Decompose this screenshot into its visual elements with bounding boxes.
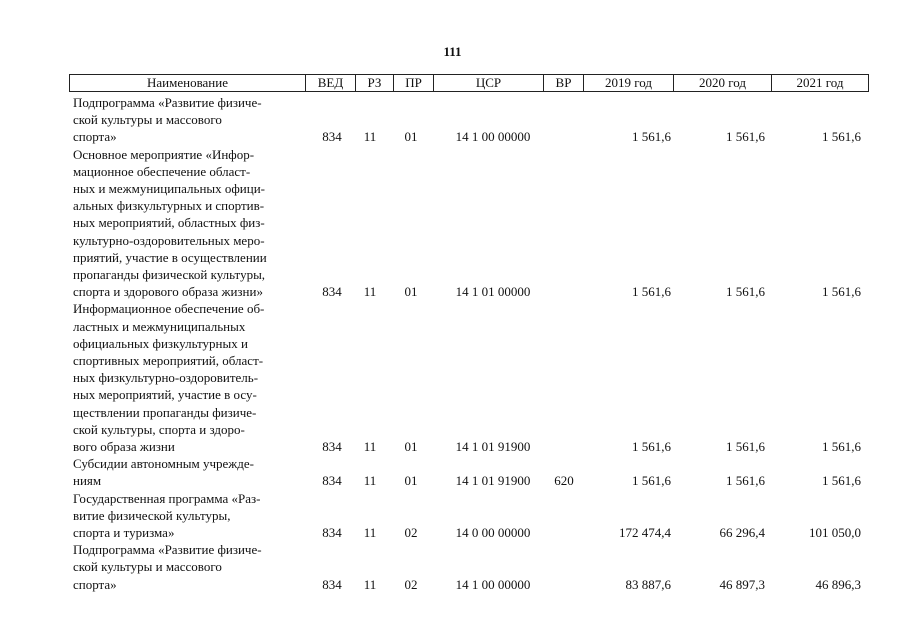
cell-pr: 01 [404, 284, 418, 300]
cell-pr: 01 [404, 129, 418, 145]
cell-2021: 1 561,6 [822, 438, 861, 454]
cell-2019: 83 887,6 [625, 576, 671, 592]
row-name: Основное мероприятие «Инфор- мационное обеспечение област- ных и межмуниципальных офици- альных физкультурных и спортив- ных мероприятий, областных физ- культурно-оздоровительных меро- приятий, участие в осуществлении пропаганды физической культуры, спорта и здорового образа жизни» [73, 146, 267, 300]
cell-ved: 834 [322, 524, 342, 540]
table-header [69, 74, 869, 92]
cell-ved: 834 [322, 473, 342, 489]
cell-rz: 11 [363, 284, 377, 300]
cell-csr: 14 0 00 00000 [455, 524, 531, 540]
cell-ved: 834 [322, 576, 342, 592]
cell-rz: 11 [363, 129, 377, 145]
cell-2021: 1 561,6 [822, 473, 861, 489]
header-csr: ЦСР [434, 75, 544, 91]
cell-2020: 46 897,3 [719, 576, 765, 592]
row-name: Субсидии автономным учрежде- ниям [73, 456, 254, 489]
cell-2019: 1 561,6 [632, 284, 671, 300]
header-ved: ВЕД [306, 75, 356, 91]
cell-ved: 834 [322, 284, 342, 300]
cell-csr: 14 1 01 00000 [455, 284, 531, 300]
header-name: Наименование [70, 75, 306, 91]
cell-csr: 14 1 00 00000 [455, 129, 531, 145]
cell-2019: 1 561,6 [632, 438, 671, 454]
header-2021: 2021 год [796, 75, 844, 90]
cell-2019: 1 561,6 [632, 129, 671, 145]
cell-2019: 172 474,4 [619, 524, 671, 540]
cell-csr: 14 1 00 00000 [455, 576, 531, 592]
header-rz: РЗ [356, 75, 394, 91]
cell-2021: 46 896,3 [815, 576, 861, 592]
cell-rz: 11 [363, 473, 377, 489]
page-number: 111 [443, 44, 462, 59]
row-name: Подпрограмма «Развитие физиче- ской культуры и массового спорта» [73, 542, 262, 592]
cell-pr: 01 [404, 473, 418, 489]
cell-ved: 834 [322, 438, 342, 454]
cell-pr: 02 [404, 576, 418, 592]
header-2019: 2019 год [584, 75, 674, 91]
cell-2020: 1 561,6 [726, 438, 765, 454]
row-name: Государственная программа «Раз- витие физической культуры, спорта и туризма» [73, 490, 261, 540]
header-vr: ВР [544, 75, 584, 91]
cell-pr: 01 [404, 438, 418, 454]
cell-2019: 1 561,6 [632, 473, 671, 489]
cell-2020: 66 296,4 [719, 524, 765, 540]
cell-csr: 14 1 01 91900 [455, 438, 531, 454]
cell-vr: 620 [554, 473, 574, 489]
cell-csr: 14 1 01 91900 [455, 473, 531, 489]
cell-2020: 1 561,6 [726, 284, 765, 300]
cell-rz: 11 [363, 438, 377, 454]
cell-pr: 02 [404, 524, 418, 540]
cell-2020: 1 561,6 [726, 129, 765, 145]
header-pr: ПР [394, 75, 434, 91]
cell-2021: 1 561,6 [822, 284, 861, 300]
cell-rz: 11 [363, 576, 377, 592]
header-2020: 2020 год [674, 75, 772, 91]
cell-2020: 1 561,6 [726, 473, 765, 489]
cell-2021: 101 050,0 [809, 524, 861, 540]
cell-ved: 834 [322, 129, 342, 145]
cell-2021: 1 561,6 [822, 129, 861, 145]
cell-rz: 11 [363, 524, 377, 540]
row-name: Информационное обеспечение об- ластных и межмуниципальных официальных физкультурных и спортивных мероприятий, област- ных физкультурно-оздоровитель- ных мероприятий, участие в осу- ществлении пропаганды физиче- ской культуры, спорта и здоро- вого образа жизни [73, 301, 265, 455]
row-name: Подпрограмма «Развитие физиче- ской культуры и массового спорта» [73, 95, 262, 145]
